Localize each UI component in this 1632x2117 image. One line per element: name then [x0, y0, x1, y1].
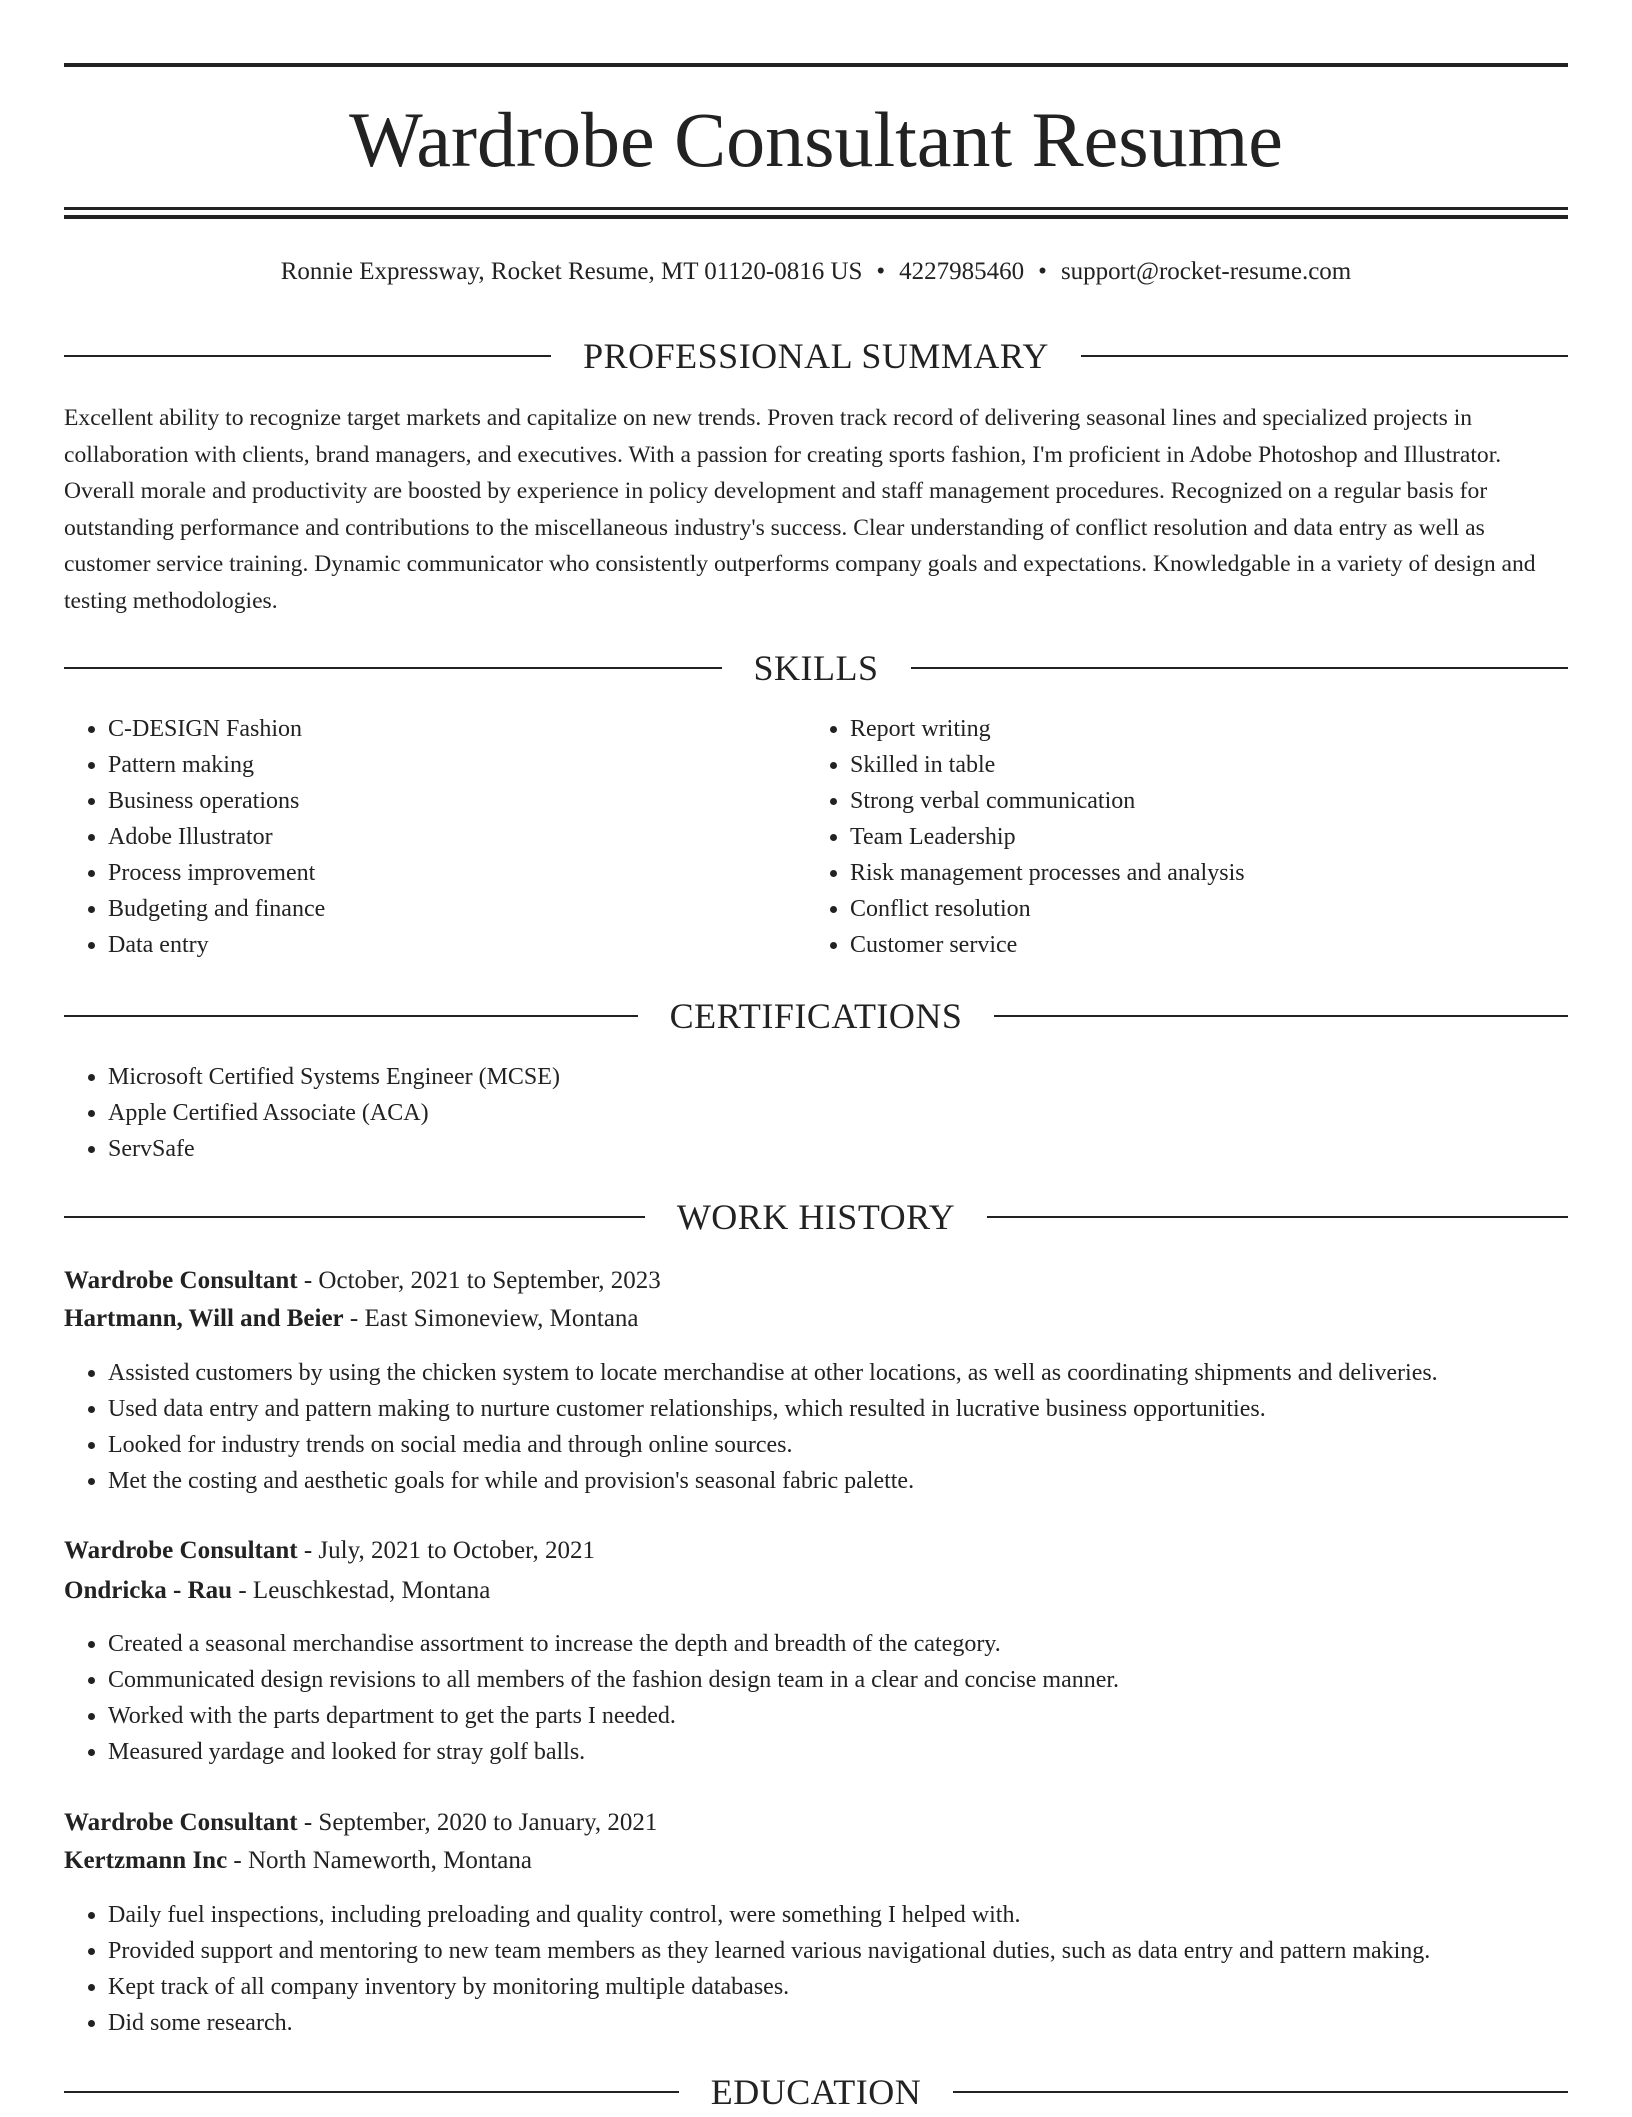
contact-separator: • [876, 258, 886, 285]
skill-item: • Conflict resolution [850, 891, 1610, 927]
job-location: - North Nameworth, Montana [227, 1847, 532, 1874]
job-company-line [64, 1842, 1568, 1880]
job-bullet: • Met the costing and aesthetic goals for while and provision's seasonal fabric palette. [108, 1463, 1568, 1499]
skill-item: • Pattern making [108, 747, 808, 783]
work-history-heading-label: WORK HISTORY [676, 1197, 956, 1237]
job-bullet: • Looked for industry trends on social media and through online sources. [108, 1427, 1568, 1463]
skill-item: • Data entry [108, 927, 808, 963]
job-bullet: • Daily fuel inspections, including preloading and quality control, were something I helped with. [108, 1897, 1568, 1933]
job-bullets [64, 1355, 1568, 1499]
education-heading [64, 2067, 1568, 2117]
skill-item: • Business operations [108, 783, 808, 819]
contact-line [64, 254, 1568, 290]
job-title-line [64, 1262, 1568, 1300]
contact-email: support@rocket-resume.com [1060, 258, 1352, 285]
skill-item: • C-DESIGN Fashion [108, 711, 808, 747]
job-title: Wardrobe Consultant [64, 1809, 298, 1836]
job-title-line [64, 1804, 1568, 1842]
work-history-heading [64, 1192, 1568, 1242]
job-title: Wardrobe Consultant [64, 1537, 298, 1564]
heading-rule [911, 667, 1569, 669]
heading-rule [64, 1216, 645, 1218]
job-dates: - October, 2021 to September, 2023 [297, 1267, 661, 1294]
job-bullets [64, 1626, 1568, 1770]
job-bullet: • Provided support and mentoring to new team members as they learned various navigational duties, such as data entry and pattern making. [108, 1933, 1568, 1969]
job-company-line [64, 1300, 1568, 1338]
heading-rule [987, 1216, 1568, 1218]
heading-rule [1081, 355, 1568, 357]
job-bullet: • Assisted customers by using the chicken system to locate merchandise at other locations, as well as coordinating shipments and deliveries. [108, 1355, 1568, 1391]
skill-item: • Process improvement [108, 855, 808, 891]
certifications-list [64, 1059, 1568, 1167]
job-company-line [64, 1572, 1568, 1610]
certification-item: • Microsoft Certified Systems Engineer (MCSE) [108, 1059, 1568, 1095]
heading-rule [64, 2091, 679, 2093]
job-location: - East Simoneview, Montana [343, 1305, 639, 1332]
heading-rule [64, 355, 551, 357]
skill-item: • Budgeting and finance [108, 891, 808, 927]
skills-list-left [64, 711, 808, 963]
education-heading-label: EDUCATION [710, 2072, 922, 2112]
job-bullet: • Created a seasonal merchandise assortment to increase the depth and breadth of the category. [108, 1626, 1568, 1662]
job-bullet: • Communicated design revisions to all members of the fashion design team in a clear and concise manner. [108, 1662, 1568, 1698]
job-bullet: • Used data entry and pattern making to nurture customer relationships, which resulted in lucrative business opportunities. [108, 1391, 1568, 1427]
job-company: Ondricka - Rau [64, 1577, 233, 1604]
top-rule [64, 63, 1568, 67]
skill-item: • Adobe Illustrator [108, 819, 808, 855]
job-bullet: • Kept track of all company inventory by monitoring multiple databases. [108, 1969, 1568, 2005]
heading-rule [64, 667, 722, 669]
heading-rule [953, 2091, 1568, 2093]
contact-phone: 4227985460 [899, 258, 1025, 285]
job-bullet: • Did some research. [108, 2005, 1568, 2041]
skills-heading-label: SKILLS [753, 648, 879, 688]
skill-item: • Team Leadership [850, 819, 1610, 855]
skill-item: • Report writing [850, 711, 1610, 747]
heading-rule [994, 1015, 1568, 1017]
job-dates: - September, 2020 to January, 2021 [297, 1809, 658, 1836]
job-bullet: • Worked with the parts department to get the parts I needed. [108, 1698, 1568, 1734]
skill-item: • Strong verbal communication [850, 783, 1610, 819]
certification-item: • ServSafe [108, 1131, 1568, 1167]
contact-address: Ronnie Expressway, Rocket Resume, MT 01120-0816 US [280, 258, 863, 285]
job-location: - Leuschkestad, Montana [232, 1577, 491, 1604]
skills-list-right [806, 711, 1610, 963]
certifications-heading [64, 991, 1568, 1041]
skills-heading [64, 643, 1568, 693]
job-dates: - July, 2021 to October, 2021 [297, 1537, 595, 1564]
summary-text: Excellent ability to recognize target markets and capitalize on new trends. Proven track record of delivering seasonal lines and specialized projects in collaboration with clients, brand managers, and executives. With a passion for creating sports fashion, I'm proficient in Adobe Photoshop and Illustrator. Overall morale and productivity are boosted by experience in policy development and staff management procedures. Recognized on a regular basis for outstanding performance and contributions to the miscellaneous industry's success. Clear understanding of conflict resolution and data entry as well as customer service training. Dynamic communicator who consistently outperforms company goals and expectations. Knowledgable in a variety of design and testing methodologies. [64, 405, 1536, 614]
job-bullets [64, 1897, 1568, 2041]
skill-item: • Customer service [850, 927, 1610, 963]
job-title: Wardrobe Consultant [64, 1267, 298, 1294]
job-bullet: • Measured yardage and looked for stray golf balls. [108, 1734, 1568, 1770]
skill-item: • Skilled in table [850, 747, 1610, 783]
contact-separator: • [1038, 258, 1047, 285]
certifications-heading-label: CERTIFICATIONS [669, 996, 963, 1036]
job-company: Kertzmann Inc [64, 1847, 228, 1874]
title-rule-upper [64, 207, 1568, 210]
job-title-line [64, 1532, 1568, 1570]
page-title: Wardrobe Consultant Resume [349, 96, 1283, 183]
certification-item: • Apple Certified Associate (ACA) [108, 1095, 1568, 1131]
title-rule-lower [64, 215, 1568, 219]
job-company: Hartmann, Will and Beier [64, 1305, 344, 1332]
summary-heading-label: PROFESSIONAL SUMMARY [583, 336, 1049, 376]
heading-rule [64, 1015, 638, 1017]
summary-heading [64, 331, 1568, 381]
skill-item: • Risk management processes and analysis [850, 855, 1610, 891]
